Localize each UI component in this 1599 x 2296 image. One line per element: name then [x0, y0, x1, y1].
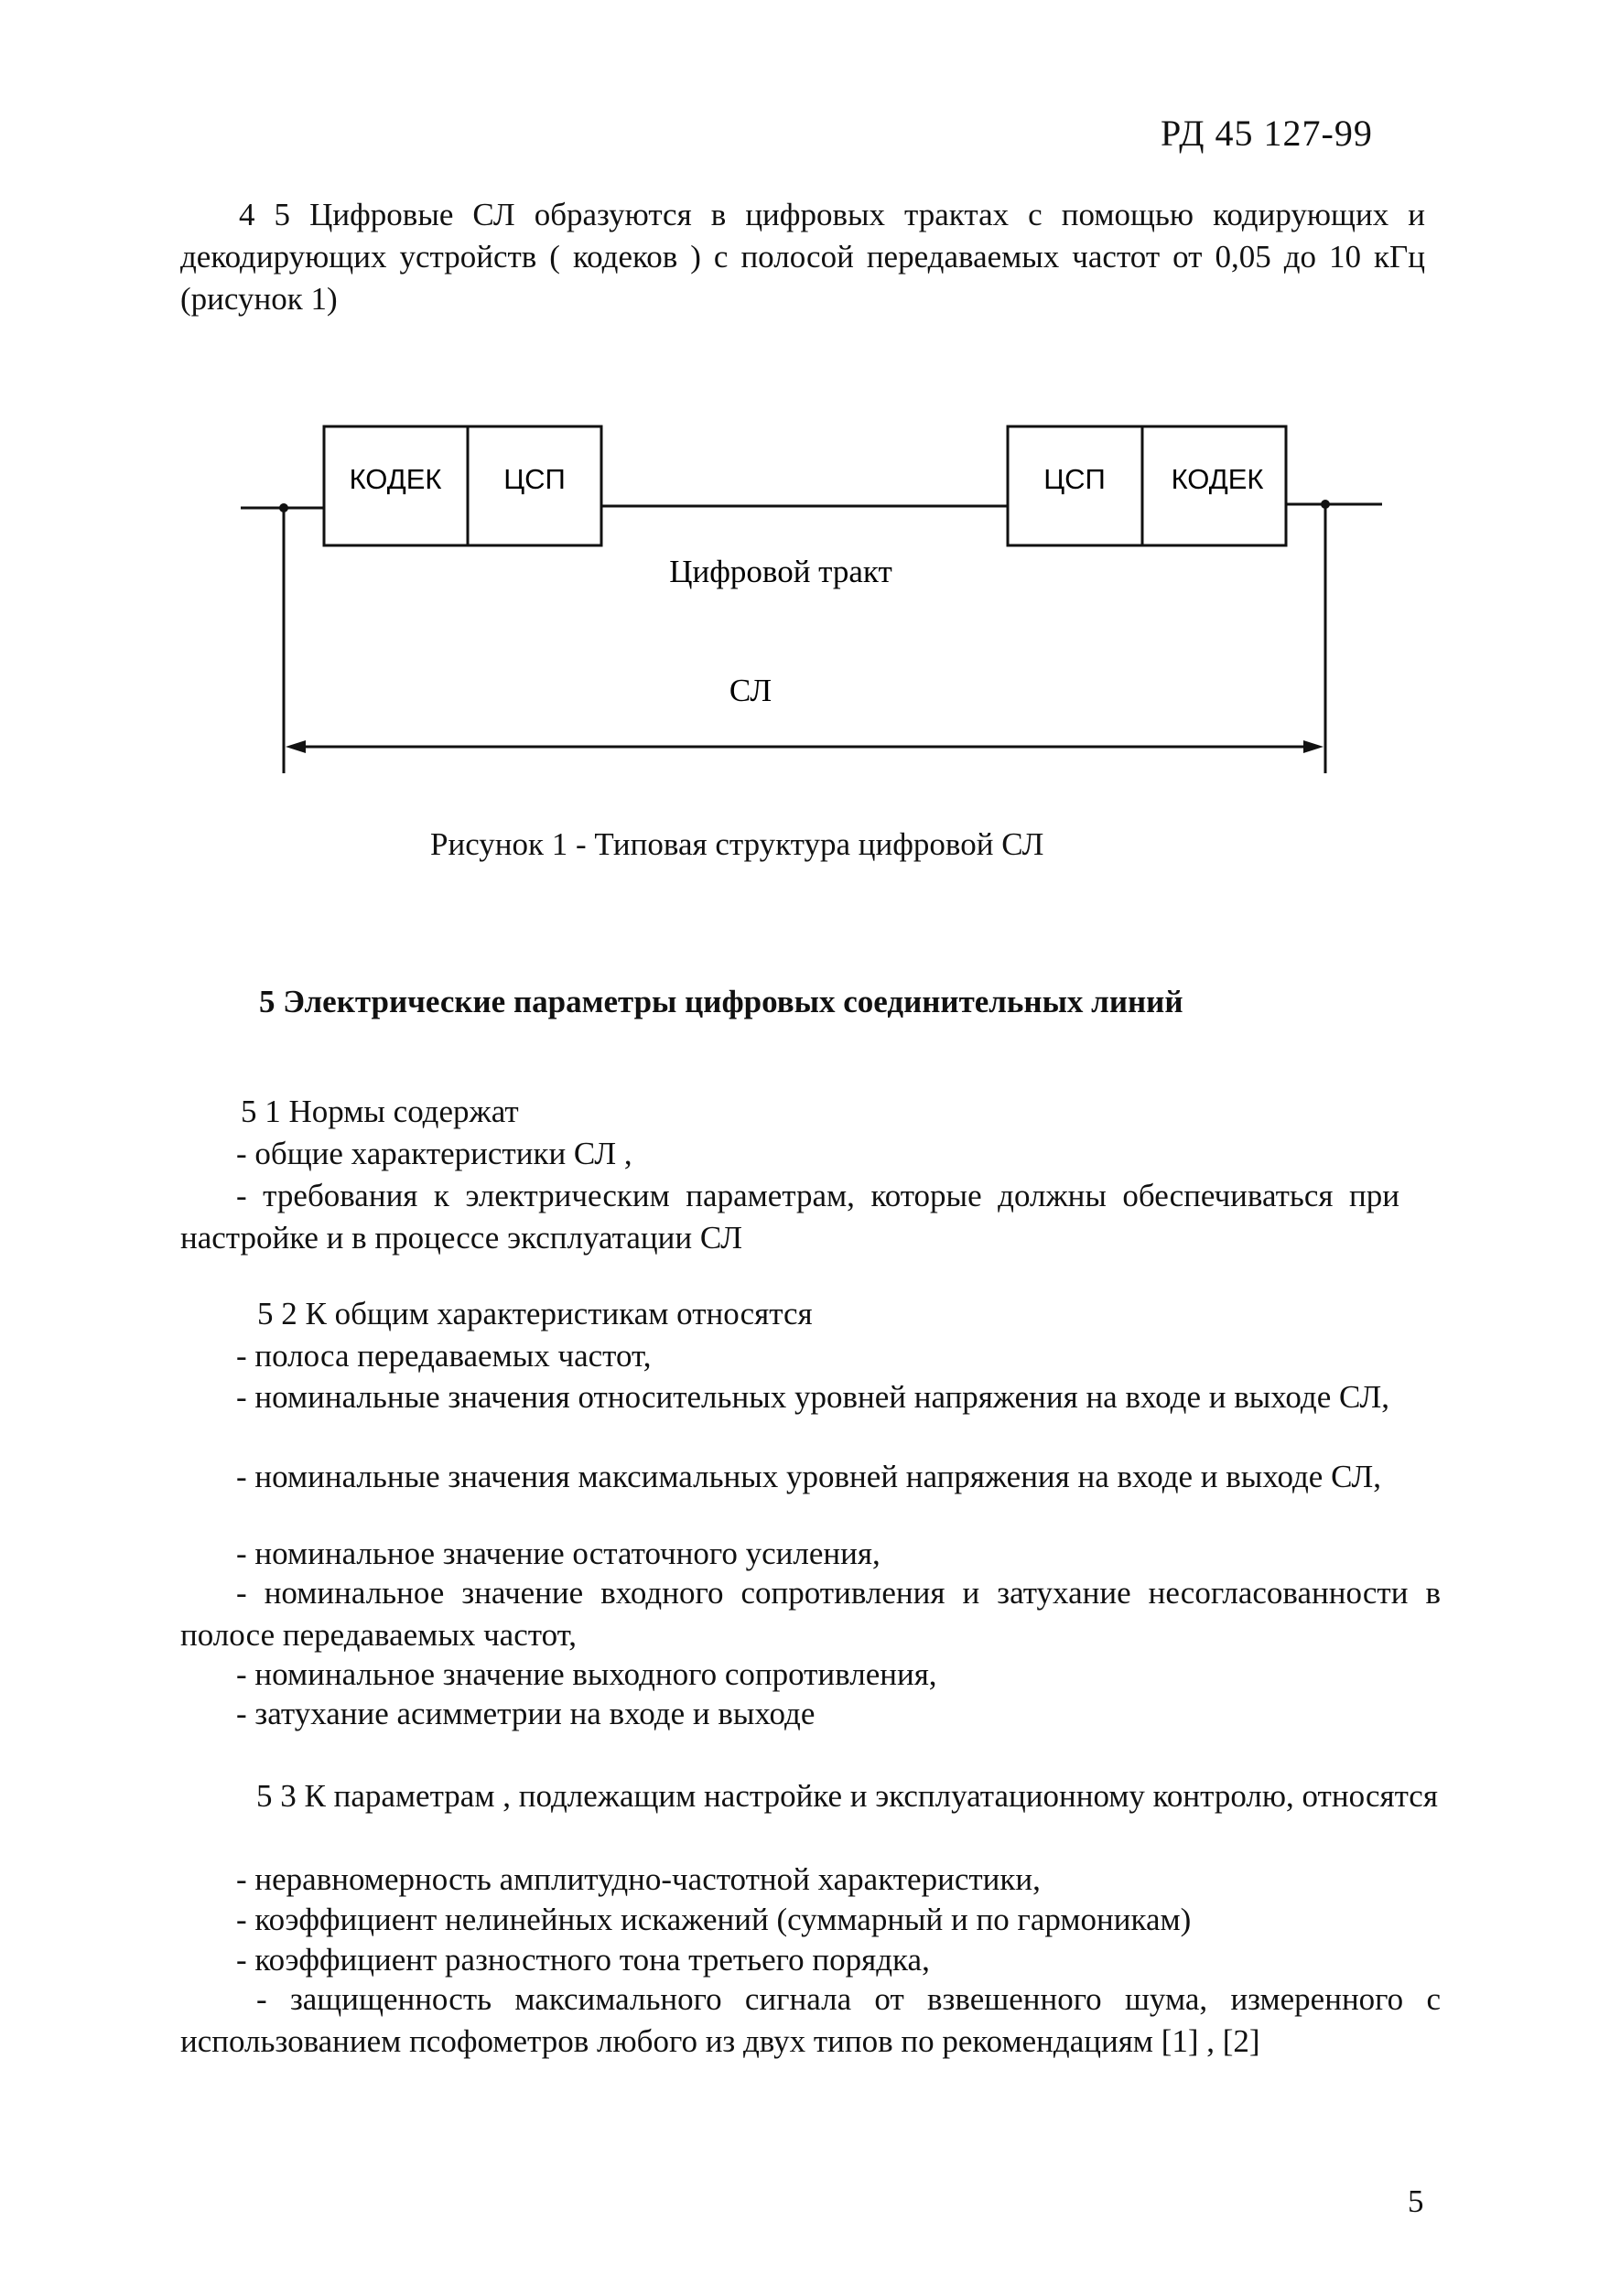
paragraph-5-3-item-1: - неравномерность амплитудно-частотной характеристики,	[236, 1861, 1041, 1897]
paragraph-5-3-item-2: - коэффициент нелинейных искажений (суммарный и по гармоникам)	[236, 1902, 1192, 1937]
right-codec-label: КОДЕК	[1171, 463, 1264, 495]
paragraph-5-2-item-2: - номинальные значения относительных уровней напряжения на входе и выходе СЛ,	[236, 1379, 1389, 1415]
paragraph-4-5: 4 5 Цифровые СЛ образуются в цифровых трактах с помощью кодирующих и декодирующих устройств ( кодеков ) с полосой передаваемых частот от 0,05 до 10 кГц (рисунок 1)	[180, 197, 1425, 317]
figure-caption: Рисунок 1 - Типовая структура цифровой СЛ	[430, 826, 1044, 862]
left-dsp-label: ЦСП	[503, 463, 566, 495]
section-5-heading: 5 Электрические параметры цифровых соединительных линий	[259, 984, 1183, 1019]
paragraph-5-2-item-7: - затухание асимметрии на входе и выходе	[236, 1696, 816, 1731]
paragraph-5-1-item-2: - требования к электрическим параметрам, которые должны обеспечиваться при настройке и в процессе эксплуатации СЛ	[180, 1178, 1399, 1256]
right-dsp-label: ЦСП	[1043, 463, 1106, 495]
page-number: 5	[1408, 2183, 1424, 2219]
left-arrow-head	[286, 740, 306, 753]
paragraph-5-3-item-4: - защищенность максимального сигнала от взвешенного шума, измеренного с использованием псофометров любого из двух типов по рекомендациям [1] , [2]	[180, 1981, 1441, 2059]
figure-digital-line-structure	[0, 0, 1599, 824]
paragraph-5-3-title: 5 3 К параметрам , подлежащим настройке и эксплуатационному контролю, относятся	[256, 1778, 1438, 1814]
paragraph-5-1-title: 5 1 Нормы содержат	[241, 1094, 519, 1129]
paragraph-5-2-item-1: - полоса передаваемых частот,	[236, 1338, 652, 1374]
paragraph-5-2-item-3: - номинальные значения максимальных уровней напряжения на входе и выходе СЛ,	[236, 1459, 1382, 1494]
left-codec-label: КОДЕК	[349, 463, 442, 495]
right-arrow-head	[1303, 740, 1323, 753]
paragraph-5-2-item-6: - номинальное значение выходного сопротивления,	[236, 1656, 937, 1692]
span-label: СЛ	[729, 673, 772, 708]
digital-tract-label: Цифровой тракт	[669, 554, 892, 589]
paragraph-5-2-item-5: - номинальное значение входного сопротивления и затухание несогласованности в полосе передаваемых частот,	[180, 1575, 1441, 1653]
document-code: РД 45 127-99	[1161, 113, 1373, 154]
paragraph-5-2-title: 5 2 К общим характеристикам относятся	[257, 1296, 813, 1331]
paragraph-5-1-item-1: - общие характеристики СЛ ,	[236, 1136, 632, 1171]
paragraph-5-3-item-3: - коэффициент разностного тона третьего порядка,	[236, 1942, 930, 1978]
paragraph-5-2-item-4: - номинальное значение остаточного усиления,	[236, 1536, 881, 1571]
